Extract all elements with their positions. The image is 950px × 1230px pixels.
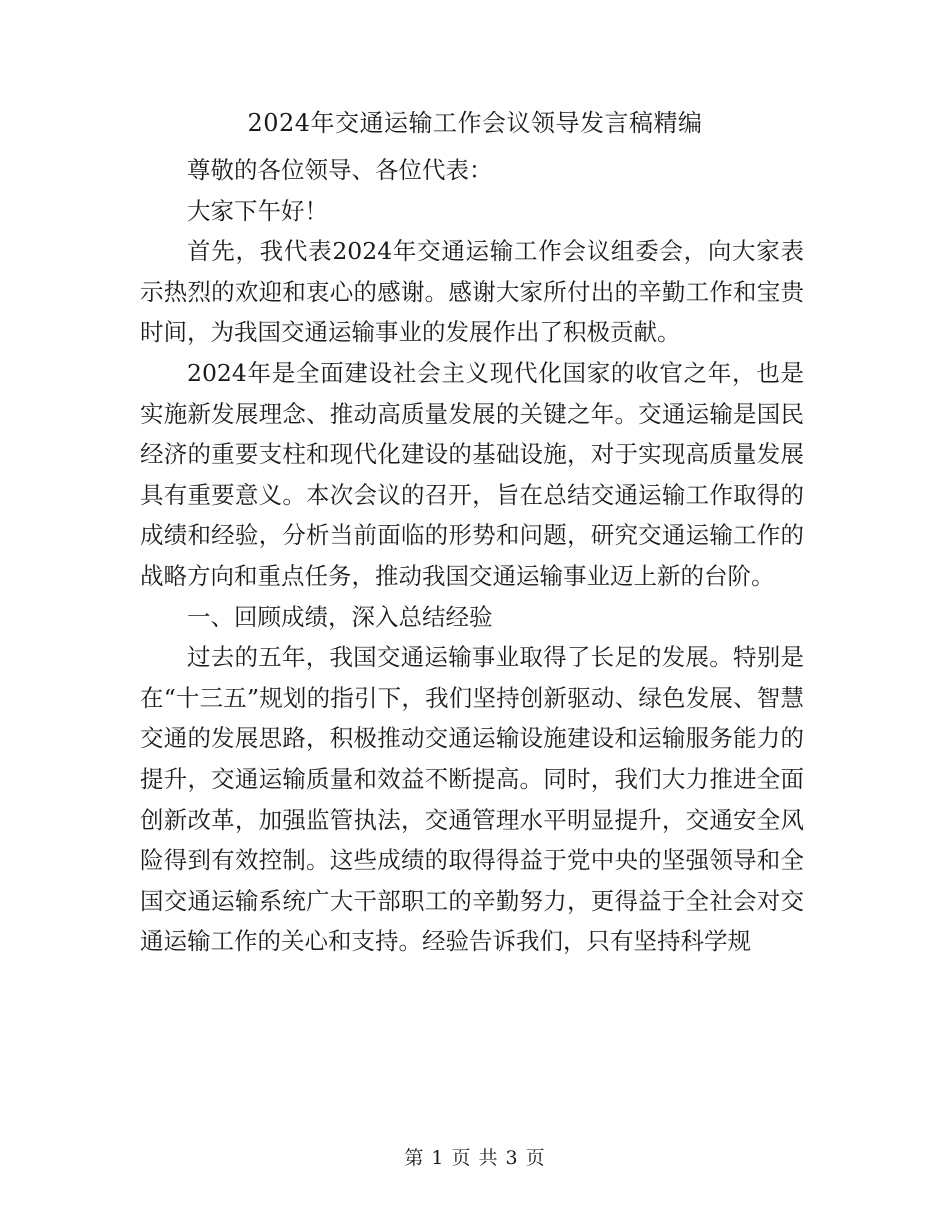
salutation-paragraph: 尊敬的各位领导、各位代表：	[187, 156, 493, 184]
greeting-paragraph: 大家下午好！	[187, 196, 328, 225]
page-number-footer: 第 1 页 共 3 页	[404, 1147, 546, 1169]
review-paragraph: 过去的五年，我国交通运输事业取得了长足的发展。特别是在“十三五”规划的指引下，我们坚持创新驱动、绿色发展、智慧交通的发展思路，积极推动交通运输设施建设和运输服务能力的提升，交通运输质量和效益不断提高。同时，我们大力推进全面创新改革，加强监管执法，交通管理水平明显提升，交通安全风险得到有效控制。这些成绩的取得得益于党中央的坚强领导和全国交通运输系统广大干部职工的辛勤努力，更得益于全社会对交通运输工作的关心和支持。经验告诉我们，只有坚持科学规	[140, 643, 804, 956]
background-paragraph: 2024年是全面建设社会主义现代化国家的收官之年，也是实施新发展理念、推动高质量发展的关键之年。交通运输是国民经济的重要支柱和现代化建设的基础设施，对于实现高质量发展具有重要意义。本次会议的召开，旨在总结交通运输工作取得的成绩和经验，分析当前面临的形势和问题，研究交通运输工作的战略方向和重点任务，推动我国交通运输事业迈上新的台阶。	[140, 358, 804, 590]
document-body	[140, 150, 804, 962]
welcome-paragraph: 首先，我代表2024年交通运输工作会议组委会，向大家表示热烈的欢迎和衷心的感谢。感谢大家所付出的辛勤工作和宝贵时间，为我国交通运输事业的发展作出了积极贡献。	[140, 237, 804, 347]
document-title: 2024年交通运输工作会议领导发言稿精编	[247, 109, 703, 137]
section-heading: 一、回顾成绩，深入总结经验	[187, 602, 493, 631]
